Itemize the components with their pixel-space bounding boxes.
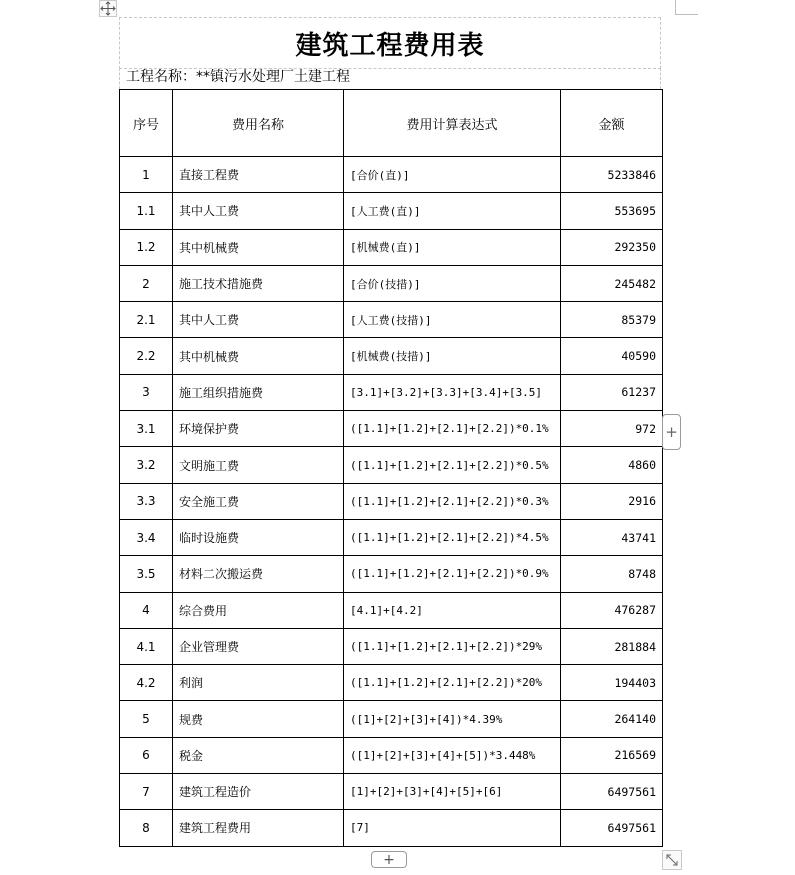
cell-expression: [7]: [344, 810, 561, 846]
table-row: [120, 519, 663, 555]
table-row: [120, 737, 663, 773]
table-body: [120, 157, 663, 847]
cell-name: 材料二次搬运费: [173, 556, 344, 592]
cell-amount: 43741: [561, 519, 663, 555]
cell-index: 4.2: [120, 665, 173, 701]
cell-amount: 2916: [561, 483, 663, 519]
cell-name: 规费: [173, 701, 344, 737]
cell-name: 建筑工程造价: [173, 774, 344, 810]
table-row: [120, 411, 663, 447]
cell-amount: 4860: [561, 447, 663, 483]
cell-name: 其中人工费: [173, 302, 344, 338]
header-index: 序号: [120, 90, 173, 157]
cell-name: 其中人工费: [173, 193, 344, 229]
table-row: [120, 483, 663, 519]
cell-index: 6: [120, 737, 173, 773]
cell-expression: ([1.1]+[1.2]+[2.1]+[2.2])*4.5%: [344, 519, 561, 555]
cell-expression: [1]+[2]+[3]+[4]+[5]+[6]: [344, 774, 561, 810]
cell-expression: [4.1]+[4.2]: [344, 592, 561, 628]
cell-name: 其中机械费: [173, 229, 344, 265]
cell-name: 文明施工费: [173, 447, 344, 483]
cell-expression: [机械费(技措)]: [344, 338, 561, 374]
table-row: [120, 229, 663, 265]
cell-name: 企业管理费: [173, 628, 344, 664]
table-row: [120, 157, 663, 193]
title-frame: [119, 17, 661, 69]
cell-name: 建筑工程费用: [173, 810, 344, 846]
cell-amount: 40590: [561, 338, 663, 374]
cell-amount: 6497561: [561, 810, 663, 846]
cell-name: 安全施工费: [173, 483, 344, 519]
cell-name: 税金: [173, 737, 344, 773]
cell-expression: ([1.1]+[1.2]+[2.1]+[2.2])*20%: [344, 665, 561, 701]
cell-expression: ([1]+[2]+[3]+[4]+[5])*3.448%: [344, 737, 561, 773]
cell-index: 1.2: [120, 229, 173, 265]
cell-expression: [3.1]+[3.2]+[3.3]+[3.4]+[3.5]: [344, 374, 561, 410]
header-amount: 金额: [561, 90, 663, 157]
cell-amount: 85379: [561, 302, 663, 338]
cell-name: 综合费用: [173, 592, 344, 628]
table-row: [120, 774, 663, 810]
table-move-handle[interactable]: [99, 0, 117, 17]
header-expression: 费用计算表达式: [344, 90, 561, 157]
cell-amount: 6497561: [561, 774, 663, 810]
add-column-button[interactable]: +: [662, 414, 681, 450]
table-row: [120, 447, 663, 483]
cell-expression: [合价(直)]: [344, 157, 561, 193]
cell-amount: 216569: [561, 737, 663, 773]
cell-name: 直接工程费: [173, 157, 344, 193]
cell-index: 4: [120, 592, 173, 628]
cell-expression: ([1.1]+[1.2]+[2.1]+[2.2])*29%: [344, 628, 561, 664]
table-row: [120, 338, 663, 374]
table-row: [120, 628, 663, 664]
cell-amount: 61237: [561, 374, 663, 410]
table-row: [120, 556, 663, 592]
move-icon: [100, 1, 116, 16]
cell-name: 施工技术措施费: [173, 265, 344, 301]
table-row: [120, 265, 663, 301]
cell-amount: 476287: [561, 592, 663, 628]
cell-expression: [机械费(直)]: [344, 229, 561, 265]
table-row: [120, 592, 663, 628]
cell-index: 3.4: [120, 519, 173, 555]
cell-amount: 292350: [561, 229, 663, 265]
cell-index: 8: [120, 810, 173, 846]
cell-index: 3.2: [120, 447, 173, 483]
cell-name: 环境保护费: [173, 411, 344, 447]
cost-table: [119, 89, 663, 847]
cell-amount: 5233846: [561, 157, 663, 193]
cell-index: 1.1: [120, 193, 173, 229]
cell-amount: 194403: [561, 665, 663, 701]
table-row: [120, 810, 663, 846]
cell-amount: 245482: [561, 265, 663, 301]
cell-expression: ([1.1]+[1.2]+[2.1]+[2.2])*0.3%: [344, 483, 561, 519]
document-title: 建筑工程费用表: [295, 30, 485, 61]
cell-index: 3.5: [120, 556, 173, 592]
cell-expression: ([1.1]+[1.2]+[2.1]+[2.2])*0.5%: [344, 447, 561, 483]
table-row: [120, 665, 663, 701]
table-row: [120, 302, 663, 338]
cell-index: 3: [120, 374, 173, 410]
cell-expression: ([1.1]+[1.2]+[2.1]+[2.2])*0.9%: [344, 556, 561, 592]
project-name-line: 工程名称：**镇污水处理厂土建工程: [119, 68, 661, 89]
table-row: [120, 374, 663, 410]
cell-expression: ([1.1]+[1.2]+[2.1]+[2.2])*0.1%: [344, 411, 561, 447]
cell-expression: [人工费(直)]: [344, 193, 561, 229]
cell-index: 2.2: [120, 338, 173, 374]
cell-expression: ([1]+[2]+[3]+[4])*4.39%: [344, 701, 561, 737]
cell-name: 施工组织措施费: [173, 374, 344, 410]
cell-amount: 8748: [561, 556, 663, 592]
table-row: [120, 193, 663, 229]
table-resize-handle[interactable]: [662, 850, 682, 870]
cell-index: 2.1: [120, 302, 173, 338]
cell-name: 利润: [173, 665, 344, 701]
cell-name: 临时设施费: [173, 519, 344, 555]
cell-index: 5: [120, 701, 173, 737]
header-name: 费用名称: [173, 90, 344, 157]
cell-amount: 972: [561, 411, 663, 447]
add-row-button[interactable]: +: [371, 851, 407, 868]
cell-amount: 281884: [561, 628, 663, 664]
cell-index: 1: [120, 157, 173, 193]
cell-expression: [人工费(技措)]: [344, 302, 561, 338]
page-corner-marker: [675, 0, 698, 15]
cell-expression: [合价(技措)]: [344, 265, 561, 301]
cell-index: 4.1: [120, 628, 173, 664]
cell-index: 2: [120, 265, 173, 301]
table-header-row: [120, 90, 663, 157]
table-row: [120, 701, 663, 737]
cell-index: 3.1: [120, 411, 173, 447]
cell-amount: 553695: [561, 193, 663, 229]
cell-amount: 264140: [561, 701, 663, 737]
resize-icon: [663, 851, 681, 869]
cell-index: 3.3: [120, 483, 173, 519]
cell-index: 7: [120, 774, 173, 810]
cell-name: 其中机械费: [173, 338, 344, 374]
